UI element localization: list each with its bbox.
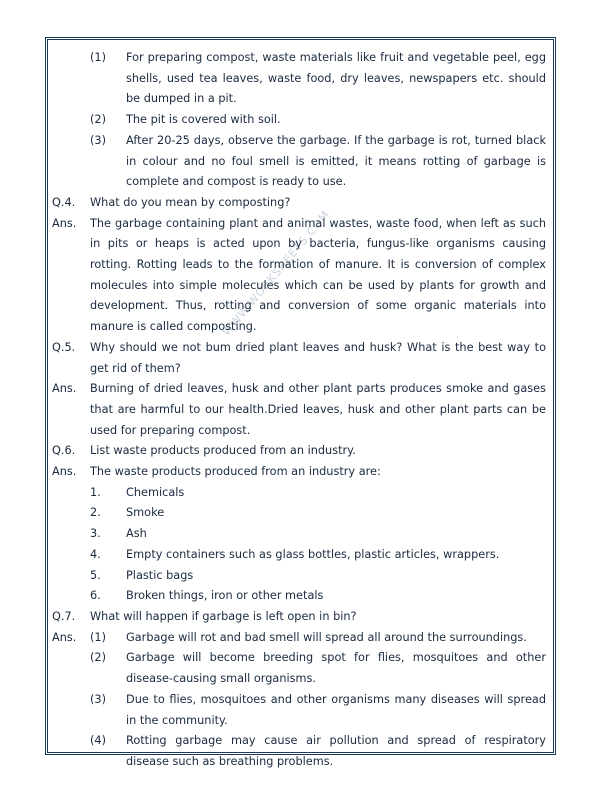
text-row xyxy=(52,338,546,379)
text-row xyxy=(52,131,546,193)
question-label xyxy=(52,110,90,131)
text-row xyxy=(52,441,546,462)
item-number: 1. xyxy=(90,485,101,499)
question-label xyxy=(52,731,90,772)
item-number: (1) xyxy=(90,630,107,644)
item-number: 2. xyxy=(90,506,101,520)
row-text: After 20-25 days, observe the garbage. If the garbage is rot, turned black in colour and no foul smell is emitted, it means rotting of garbage is complete and compost is ready to use. xyxy=(126,133,546,189)
item-number: (4) xyxy=(90,734,107,748)
item-number: 5. xyxy=(90,568,101,582)
list-item xyxy=(52,524,546,545)
item-number: 3. xyxy=(90,527,101,541)
text-row xyxy=(52,607,546,628)
text-row xyxy=(52,690,546,731)
row-text: Empty containers such as glass bottles, plastic articles, wrappers. xyxy=(126,547,500,561)
item-number: (3) xyxy=(90,692,107,706)
text-row xyxy=(52,110,546,131)
question-label xyxy=(52,566,90,587)
text-row xyxy=(52,48,546,110)
question-label xyxy=(52,48,90,110)
question-label: Q.6. xyxy=(52,444,76,458)
row-text: For preparing compost, waste materials like fruit and vegetable peel, egg shells, used tea leaves, waste food, dry leaves, newspapers etc. should be dumped in a pit. xyxy=(126,51,546,106)
item-number: 4. xyxy=(90,547,101,561)
list-item xyxy=(52,566,546,587)
question-label xyxy=(52,545,90,566)
question-label xyxy=(52,648,90,689)
row-text: The waste products produced from an industry are: xyxy=(90,465,381,479)
text-row xyxy=(52,193,546,214)
text-row xyxy=(52,214,546,338)
row-text: Why should we not bum dried plant leaves and husk? What is the best way to get rid of them? xyxy=(90,340,546,375)
list-item xyxy=(52,545,546,566)
question-label: Q.4. xyxy=(52,195,76,209)
question-label xyxy=(52,483,90,504)
row-text: Plastic bags xyxy=(126,568,194,582)
question-label xyxy=(52,690,90,731)
text-row xyxy=(52,628,546,649)
question-label: Ans. xyxy=(52,382,77,396)
item-number: (1) xyxy=(90,51,107,64)
row-text: Garbage will rot and bad smell will spread all around the surroundings. xyxy=(126,630,527,644)
question-label: Q.7. xyxy=(52,609,76,623)
row-text: Due to flies, mosquitoes and other organisms many diseases will spread in the community. xyxy=(126,692,546,727)
question-label: Ans. xyxy=(52,216,77,230)
row-text: The pit is covered with soil. xyxy=(126,113,281,127)
item-number: (3) xyxy=(90,133,107,147)
question-label xyxy=(52,586,90,607)
question-label: Ans. xyxy=(52,630,77,644)
question-label xyxy=(52,524,90,545)
row-text: The garbage containing plant and animal wastes, waste food, when left as such in pits or heaps is acted upon by bacteria, fungus-like organisms causing rotting. Rotting leads to the formation of manure. It is conversion of complex molecules into simple molecules which can be used by plants for growth and development. Thus, rotting and conversion of some organic materials into manure is called composting. xyxy=(90,216,546,334)
question-label xyxy=(52,131,90,193)
worksheet-content xyxy=(52,48,546,773)
question-label: Q.5. xyxy=(52,340,76,354)
row-text: What will happen if garbage is left open in bin? xyxy=(90,609,357,623)
row-text: What do you mean by composting? xyxy=(90,195,291,209)
row-text: Broken things, iron or other metals xyxy=(126,589,324,603)
text-row xyxy=(52,462,546,483)
list-item xyxy=(52,586,546,607)
list-item xyxy=(52,483,546,504)
item-number: (2) xyxy=(90,113,107,127)
row-text: Garbage will become breeding spot for flies, mosquitoes and other disease-causing small organisms. xyxy=(126,651,546,686)
text-row xyxy=(52,731,546,772)
list-item xyxy=(52,503,546,524)
row-text: Burning of dried leaves, husk and other plant parts produces smoke and gases that are harmful to our health.Dried leaves, husk and other plant parts can be used for preparing compost. xyxy=(90,382,546,437)
text-row xyxy=(52,379,546,441)
question-label xyxy=(52,503,90,524)
row-text: Chemicals xyxy=(126,485,185,499)
text-row xyxy=(52,648,546,689)
row-text: Rotting garbage may cause air pollution and spread of respiratory disease such as breathing problems. xyxy=(126,734,546,768)
row-text: Ash xyxy=(126,527,147,541)
item-number: (2) xyxy=(90,651,107,665)
row-text: List waste products produced from an industry. xyxy=(90,444,356,458)
question-label: Ans. xyxy=(52,465,77,479)
row-text: Smoke xyxy=(126,506,165,520)
item-number: 6. xyxy=(90,589,101,603)
watermark: WWW.WORKSHEETS.COM xyxy=(220,207,333,339)
